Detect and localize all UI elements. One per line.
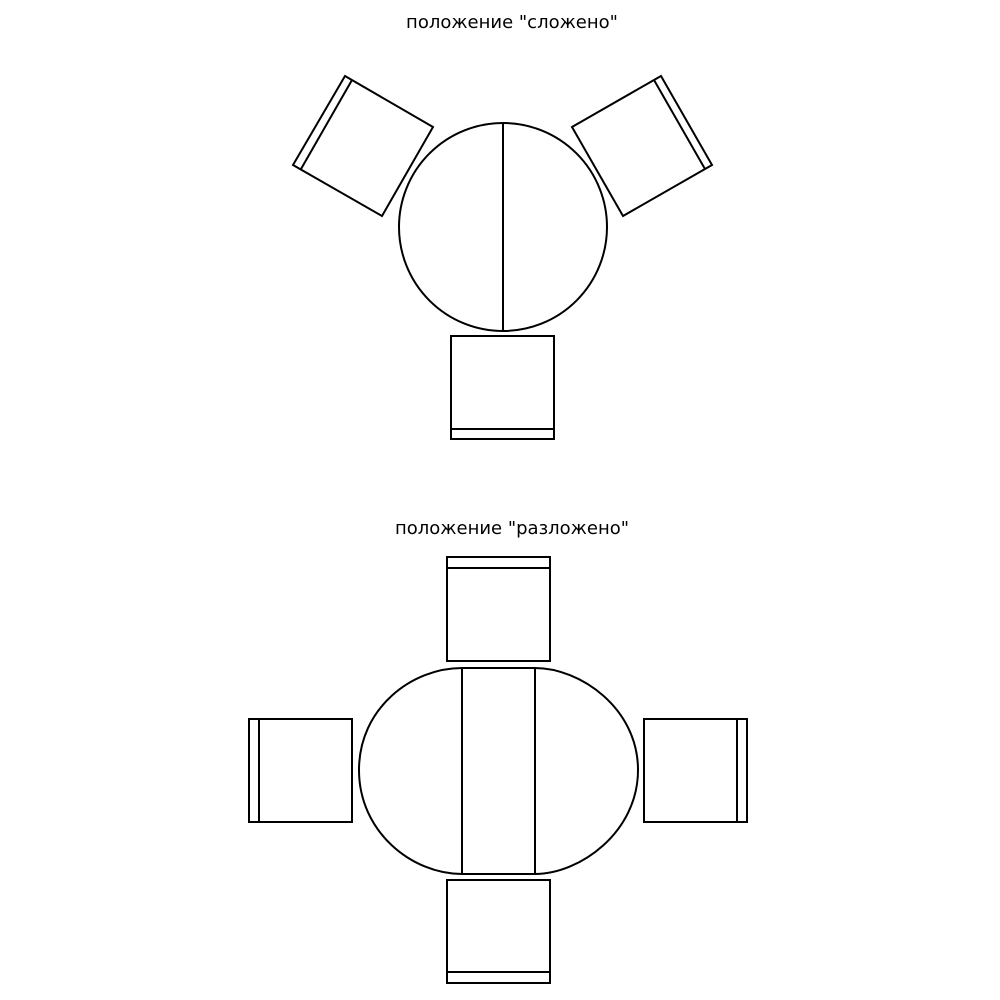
- chair-seat: [644, 719, 747, 822]
- chair-seat: [447, 880, 550, 983]
- folded-round-table: [399, 123, 607, 331]
- unfolded-layout: [249, 557, 747, 983]
- extended-oval-table: [359, 668, 638, 874]
- chair-seat: [249, 719, 352, 822]
- unfolded-position-caption: положение "разложено": [394, 518, 630, 539]
- chair-bottom: [447, 880, 550, 983]
- folded-position-caption: положение "сложено": [406, 12, 618, 33]
- chair-top: [447, 557, 550, 661]
- chair-seat: [451, 336, 554, 439]
- folded-layout: [293, 76, 712, 439]
- chair-bottom: [451, 336, 554, 439]
- chair-seat: [447, 557, 550, 661]
- oval-table-top: [359, 668, 638, 874]
- chair-left: [249, 719, 352, 822]
- chair-right: [644, 719, 747, 822]
